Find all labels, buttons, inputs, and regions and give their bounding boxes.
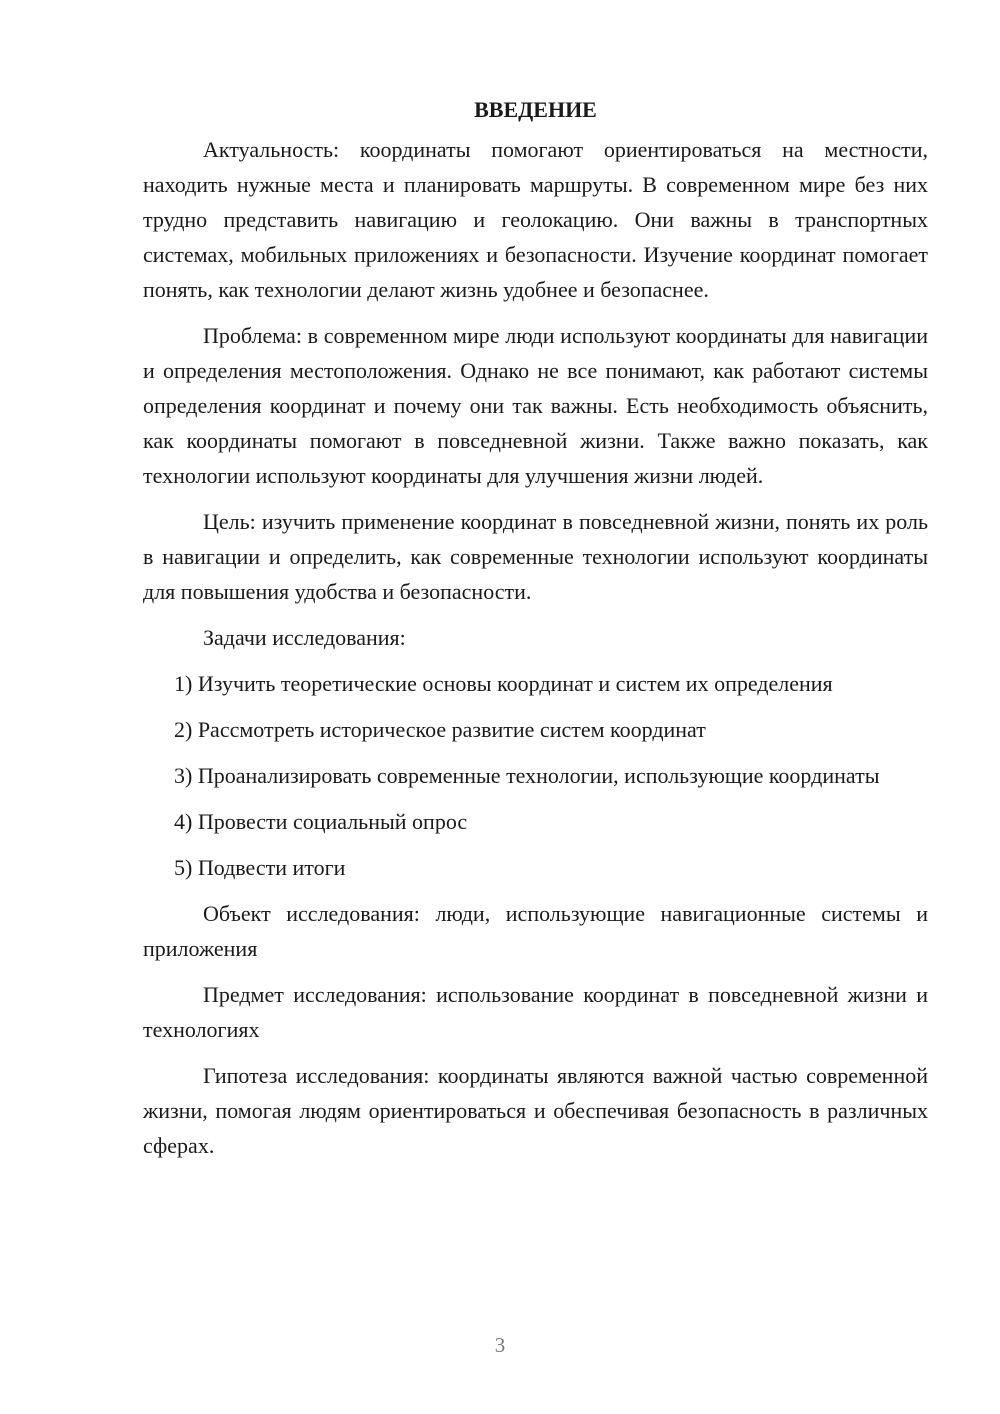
paragraph-goal: Цель: изучить применение координат в повседневной жизни, понять их роль в навигации и определить, как современные технологии используют координаты для повышения удобства и безопасности. xyxy=(143,509,928,604)
paragraph-object: Объект исследования: люди, использующие навигационные системы и приложения xyxy=(143,901,928,961)
paragraph-problem: Проблема: в современном мире люди используют координаты для навигации и определения местоположения. Однако не все понимают, как работают системы определения координат и почему они так важны. Есть необходимость объяснить, как координаты помогают в повседневной жизни. Также важно показать, как технологии используют координаты для улучшения жизни людей. xyxy=(143,323,928,488)
task-item-1: 1) Изучить теоретические основы координат и систем их определения xyxy=(174,671,833,696)
page-content xyxy=(143,92,928,1174)
task-item-5: 5) Подвести итоги xyxy=(174,855,346,880)
paragraph-tasks-intro: Задачи исследования: xyxy=(203,625,406,650)
paragraph-relevance: Актуальность: координаты помогают ориентироваться на местности, находить нужные места и планировать маршруты. В современном мире без них трудно представить навигацию и геолокацию. Они важны в транспортных системах, мобильных приложениях и безопасности. Изучение координат помогает понять, как технологии делают жизнь удобнее и безопаснее. xyxy=(143,137,928,302)
paragraph-subject: Предмет исследования: использование координат в повседневной жизни и технологиях xyxy=(143,982,928,1042)
paragraph-hypothesis: Гипотеза исследования: координаты являются важной частью современной жизни, помогая людям ориентироваться и обеспечивая безопасность в различных сферах. xyxy=(143,1063,928,1158)
task-item-2: 2) Рассмотреть историческое развитие систем координат xyxy=(174,717,706,742)
section-heading: ВВЕДЕНИЕ xyxy=(474,97,597,122)
page-number: 3 xyxy=(494,1333,506,1357)
task-item-4: 4) Провести социальный опрос xyxy=(174,809,468,834)
task-item-3: 3) Проанализировать современные технологии, использующие координаты xyxy=(174,763,880,788)
